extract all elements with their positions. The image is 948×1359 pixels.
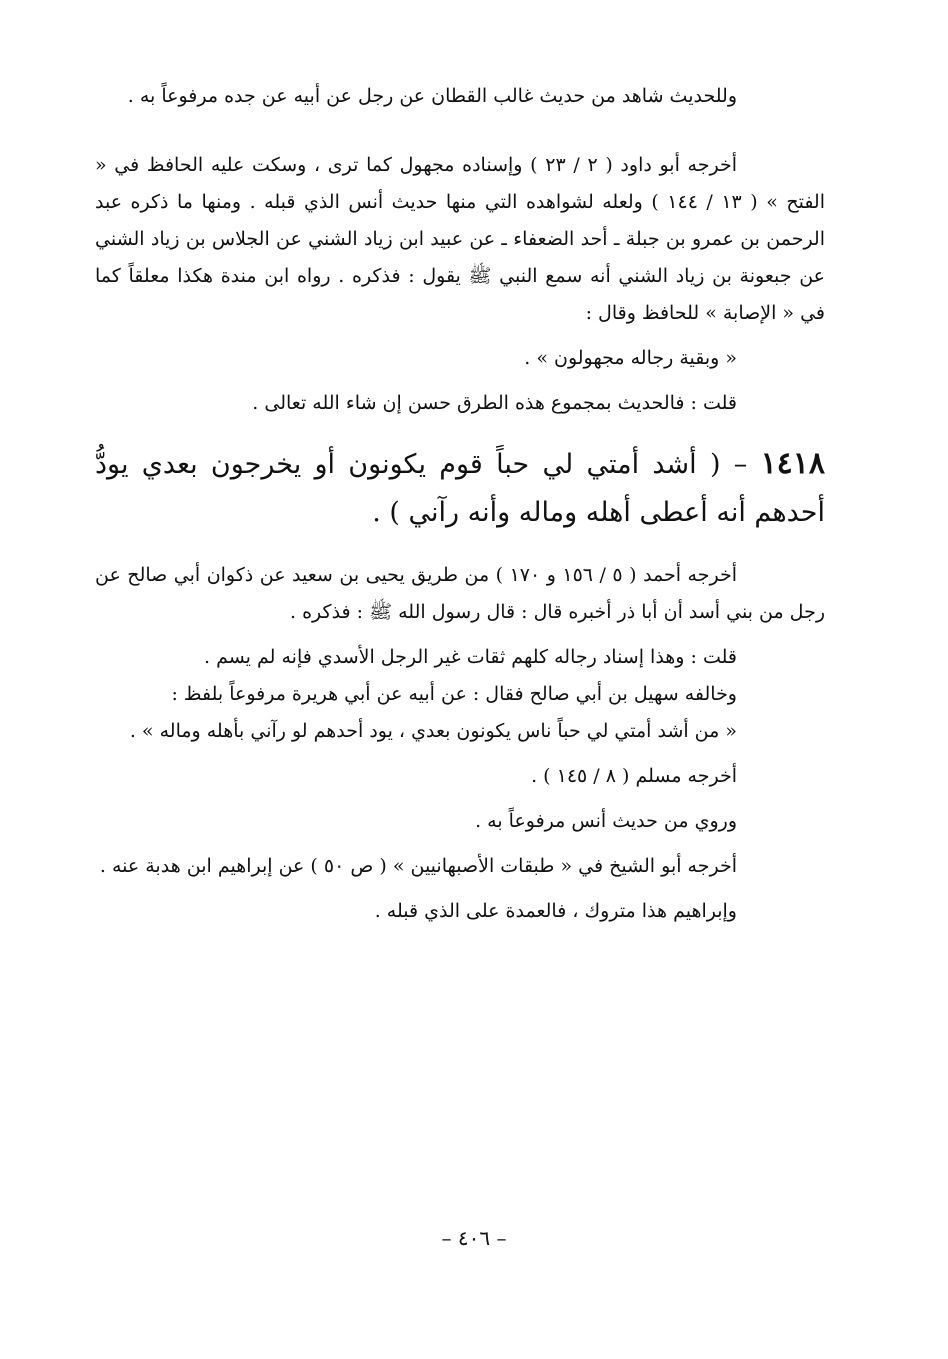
page-number: – ٤٠٦ –: [441, 1226, 507, 1250]
hadith-heading: [95, 440, 825, 537]
hadith-text: ( أشد أمتي لي حباً قوم يكونون أو يخرجون بعدي يودُّ أحدهم أنه أعطى أهله وماله وأنه رآني ) .: [95, 449, 825, 528]
paragraph-suhail-variant: وخالفه سهيل بن أبي صالح فقال : عن أبيه عن أبي هريرة مرفوعاً بلفظ :: [171, 683, 737, 705]
paragraph-abu-dawud-takhrij: أخرجه أبو داود ( ٢ / ٢٣ ) وإسناده مجهول كما ترى ، وسكت عليه الحافظ في « الفتح » ( ١٣ / ١٤٤ ) ولعله لشواهده التي منها حديث أنس الذي قبله . ومنها ما ذكره عبد الرحمن بن عمرو بن جبلة ـ أحد الضعفاء ـ عن عبيد ابن زياد الشني عن الجلاس بن زياد الشني عن جبعونة بن زياد الشني أنه سمع النبي ﷺ يقول : فذكره . رواه ابن مندة هكذا معلقاً كما في « الإصابة » للحافظ وقال :: [95, 154, 826, 324]
quote-unknown-narrators: « وبقية رجاله مجهولون » .: [524, 347, 737, 369]
paragraph-ahmad-takhrij: أخرجه أحمد ( ٥ / ١٥٦ و ١٧٠ ) من طريق يحيى بن سعيد عن ذكوان أبي صالح عن رجل من بني أسد أن أبا ذر أخبره قال : قال رسول الله ﷺ : فذكره .: [95, 564, 825, 623]
document-page: [95, 78, 825, 1278]
paragraph-abu-shaykh-takhrij: أخرجه أبو الشيخ في « طبقات الأصبهانيين » ( ص ٥٠ ) عن إبراهيم ابن هدبة عنه .: [99, 855, 737, 877]
paragraph-ibrahim-matruk: وإبراهيم هذا متروك ، فالعمدة على الذي قبله .: [374, 900, 737, 922]
paragraph-isnad-note: قلت : وهذا إسناد رجاله كلهم ثقات غير الرجل الأسدي فإنه لم يسم .: [204, 646, 737, 668]
paragraph-anas-narration: وروي من حديث أنس مرفوعاً به .: [475, 810, 737, 832]
hadith-separator: –: [720, 449, 761, 480]
quote-muslim-wording: « من أشد أمتي لي حباً ناس يكونون بعدي ، يود أحدهم لو رآني بأهله وماله » .: [129, 720, 737, 742]
paragraph-muslim-takhrij: أخرجه مسلم ( ٨ / ١٤٥ ) .: [531, 765, 737, 787]
hadith-number: ١٤١٨: [760, 446, 826, 481]
paragraph-verdict-hasan: قلت : فالحديث بمجموع هذه الطرق حسن إن شاء الله تعالى .: [252, 392, 737, 414]
paragraph-witness-hadith: وللحديث شاهد من حديث غالب القطان عن رجل عن أبيه عن جده مرفوعاً به .: [127, 85, 737, 107]
